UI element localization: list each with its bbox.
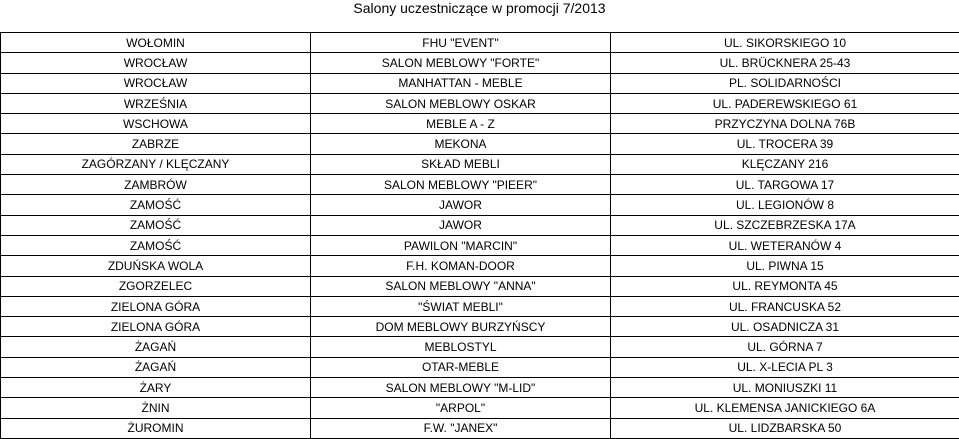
- table-row: [1, 418, 959, 438]
- page-title: Salony uczestniczące w promocji 7/2013: [0, 0, 959, 26]
- table-row: [1, 195, 959, 215]
- table-row: [1, 215, 959, 235]
- salon-name-cell: PAWILON "MARCIN": [311, 235, 611, 255]
- city-cell: ŻUROMIN: [1, 418, 311, 438]
- address-cell: UL. SIKORSKIEGO 10: [611, 33, 959, 53]
- salon-name-cell: F.H. KOMAN-DOOR: [311, 256, 611, 276]
- table-row: [1, 114, 959, 134]
- address-cell: UL. BRÜCKNERA 25-43: [611, 53, 959, 73]
- salon-name-cell: SKŁAD MEBLI: [311, 154, 611, 174]
- table-row: [1, 154, 959, 174]
- table-row: [1, 337, 959, 357]
- address-cell: UL. GÓRNA 7: [611, 337, 959, 357]
- salon-name-cell: MEKONA: [311, 134, 611, 154]
- address-cell: UL. SZCZEBRZESKA 17A: [611, 215, 959, 235]
- salon-name-cell: "ARPOL": [311, 398, 611, 418]
- city-cell: ŻARY: [1, 378, 311, 398]
- city-cell: WOŁOMIN: [1, 33, 311, 53]
- city-cell: WSCHOWA: [1, 114, 311, 134]
- address-cell: UL. X-LECIA PL 3: [611, 357, 959, 377]
- salon-name-cell: MEBLOSTYL: [311, 337, 611, 357]
- city-cell: ZAMOŚĆ: [1, 235, 311, 255]
- city-cell: ZIELONA GÓRA: [1, 296, 311, 316]
- address-cell: UL. OSADNICZA 31: [611, 317, 959, 337]
- salon-name-cell: MANHATTAN - MEBLE: [311, 73, 611, 93]
- city-cell: ZGORZELEC: [1, 276, 311, 296]
- city-cell: ŻAGAŃ: [1, 357, 311, 377]
- address-cell: UL. TROCERA 39: [611, 134, 959, 154]
- table-row: [1, 73, 959, 93]
- table-row: [1, 175, 959, 195]
- salon-name-cell: OTAR-MEBLE: [311, 357, 611, 377]
- table-row: [1, 134, 959, 154]
- address-cell: PL. SOLIDARNOŚCI: [611, 73, 959, 93]
- salon-name-cell: FHU "EVENT": [311, 33, 611, 53]
- table-row: [1, 33, 959, 53]
- address-cell: UL. TARGOWA 17: [611, 175, 959, 195]
- table-row: [1, 276, 959, 296]
- address-cell: PRZYCZYNA DOLNA 76B: [611, 114, 959, 134]
- address-cell: UL. MONIUSZKI 11: [611, 378, 959, 398]
- table-row: [1, 235, 959, 255]
- table-body: [1, 33, 959, 439]
- city-cell: ŻNIN: [1, 398, 311, 418]
- address-cell: UL. REYMONTA 45: [611, 276, 959, 296]
- salon-name-cell: "ŚWIAT MEBLI": [311, 296, 611, 316]
- address-cell: UL. FRANCUSKA 52: [611, 296, 959, 316]
- salon-name-cell: F.W. "JANEX": [311, 418, 611, 438]
- city-cell: WROCŁAW: [1, 53, 311, 73]
- table-row: [1, 53, 959, 73]
- table-row: [1, 296, 959, 316]
- address-cell: UL. LIDZBARSKA 50: [611, 418, 959, 438]
- city-cell: ZDUŃSKA WOLA: [1, 256, 311, 276]
- address-cell: UL. PIWNA 15: [611, 256, 959, 276]
- city-cell: ZAMOŚĆ: [1, 195, 311, 215]
- table-row: [1, 93, 959, 113]
- salon-name-cell: SALON MEBLOWY "ANNA": [311, 276, 611, 296]
- salons-table: [0, 32, 959, 439]
- city-cell: ŻAGAŃ: [1, 337, 311, 357]
- city-cell: ZAMBRÓW: [1, 175, 311, 195]
- salon-name-cell: SALON MEBLOWY "PIEER": [311, 175, 611, 195]
- city-cell: WROCŁAW: [1, 73, 311, 93]
- salon-name-cell: JAWOR: [311, 215, 611, 235]
- salon-name-cell: DOM MEBLOWY BURZYŃSCY: [311, 317, 611, 337]
- address-cell: UL. KLEMENSA JANICKIEGO 6A: [611, 398, 959, 418]
- table-row: [1, 357, 959, 377]
- city-cell: WRZEŚNIA: [1, 93, 311, 113]
- salon-name-cell: SALON MEBLOWY "M-LID": [311, 378, 611, 398]
- table-row: [1, 378, 959, 398]
- salon-name-cell: SALON MEBLOWY OSKAR: [311, 93, 611, 113]
- table-row: [1, 256, 959, 276]
- address-cell: UL. PADEREWSKIEGO 61: [611, 93, 959, 113]
- salon-name-cell: SALON MEBLOWY "FORTE": [311, 53, 611, 73]
- salon-name-cell: MEBLE A - Z: [311, 114, 611, 134]
- address-cell: UL. LEGIONÓW 8: [611, 195, 959, 215]
- city-cell: ZIELONA GÓRA: [1, 317, 311, 337]
- address-cell: KLĘCZANY 216: [611, 154, 959, 174]
- salon-name-cell: JAWOR: [311, 195, 611, 215]
- address-cell: UL. WETERANÓW 4: [611, 235, 959, 255]
- city-cell: ZAMOŚĆ: [1, 215, 311, 235]
- table-row: [1, 398, 959, 418]
- city-cell: ZAGÓRZANY / KLĘCZANY: [1, 154, 311, 174]
- table-row: [1, 317, 959, 337]
- city-cell: ZABRZE: [1, 134, 311, 154]
